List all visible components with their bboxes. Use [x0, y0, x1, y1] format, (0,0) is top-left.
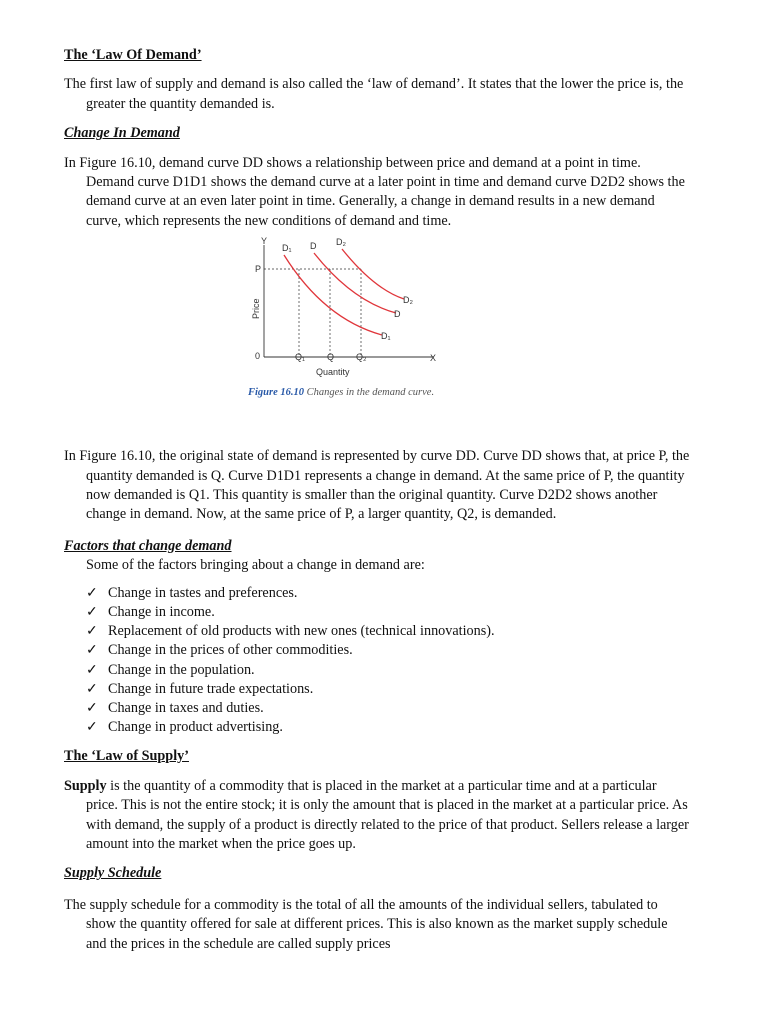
curve-d1-end-label: D₁ — [381, 331, 391, 342]
q-label: Q — [327, 352, 335, 363]
heading-law-of-demand: The ‘Law Of Demand’ — [64, 47, 202, 63]
list-item-text: Change in future trade expectations. — [108, 680, 314, 697]
list-item — [86, 622, 690, 641]
q1-label: Q₁ — [295, 352, 306, 363]
figure-caption-text: Changes in the demand curve. — [306, 387, 435, 399]
check-icon: ✓ — [86, 680, 98, 697]
list-item — [86, 661, 690, 680]
heading-supply-schedule: Supply Schedule — [64, 865, 162, 882]
heading-change-in-demand: Change In Demand — [64, 125, 180, 142]
heading-factors: Factors that change demand — [64, 537, 232, 554]
curve-d2 — [342, 249, 404, 299]
paragraph-law-of-demand: The first law of supply and demand is also called the ‘law of demand’. It states that the lower the price is, the greater the quantity demanded is. — [64, 76, 684, 112]
figure-demand-curves — [64, 237, 690, 437]
factors-list — [64, 584, 690, 738]
list-item-text: Change in taxes and duties. — [108, 699, 264, 716]
price-tick-label: P — [255, 264, 262, 275]
demand-chart — [244, 237, 444, 382]
check-icon: ✓ — [86, 661, 98, 678]
list-item — [86, 603, 690, 622]
curve-d — [314, 253, 396, 313]
list-item-text: Change in tastes and preferences. — [108, 584, 298, 601]
figure-caption — [248, 387, 448, 399]
list-item-text: Change in the population. — [108, 661, 255, 678]
y-axis-letter: Y — [261, 237, 268, 247]
curve-d-top-label: D — [310, 241, 317, 252]
list-item — [86, 699, 690, 718]
q2-label: Q₂ — [356, 352, 367, 363]
list-item-text: Change in income. — [108, 603, 215, 620]
check-icon: ✓ — [86, 699, 98, 716]
list-item — [86, 584, 690, 603]
paragraph-supply — [64, 777, 690, 855]
check-icon: ✓ — [86, 719, 98, 736]
origin-label: 0 — [255, 351, 261, 362]
curve-d1-top-label: D₁ — [282, 243, 292, 254]
figure-caption-label: Figure 16.10 — [248, 387, 305, 399]
quantity-axis-label: Quantity — [316, 367, 350, 378]
paragraph-supply-schedule: The supply schedule for a commodity is the total of all the amounts of the individual sellers, tabulated to show the quantity offered for sale at different prices. This is also known as the market supply schedule and the prices in the schedule are called supply prices — [64, 896, 668, 952]
list-item-text: Replacement of old products with new ones (technical innovations). — [108, 623, 495, 640]
check-icon: ✓ — [86, 603, 98, 620]
price-axis-label: Price — [251, 298, 261, 320]
curve-d2-end-label: D₂ — [403, 295, 413, 306]
list-item-text: Change in the prices of other commodities. — [108, 642, 353, 659]
check-icon: ✓ — [86, 584, 98, 601]
paragraph-change-in-demand: In Figure 16.10, demand curve DD shows a relationship between price and demand at a point in time. Demand curve D1D1 shows the demand curve at a later point in time and demand curve D2D2 shows the demand curve at an even later point in time. Generally, a change in demand results in a new demand curve, which represents the new conditions of demand and time. — [64, 154, 685, 229]
list-item — [86, 680, 690, 699]
curve-d2-top-label: D₂ — [336, 237, 346, 248]
document-page — [64, 46, 690, 964]
heading-law-of-supply: The ‘Law of Supply’ — [64, 748, 189, 765]
paragraph-figure-explanation: In Figure 16.10, the original state of demand is represented by curve DD. Curve DD shows that, at price P, the quantity demanded is Q. Curve D1D1 represents a change in demand. At the same price of P, the quantity now demanded is Q1. This quantity is smaller than the original quantity. Curve D2D2 shows another change in demand. Now, at the same price of P, a larger quantity, Q2, is demanded. — [64, 448, 690, 523]
list-item — [86, 718, 690, 737]
supply-term: Supply — [64, 777, 107, 794]
list-item — [86, 641, 690, 660]
factors-intro: Some of the factors bringing about a change in demand are: — [86, 557, 425, 574]
supply-definition: is the quantity of a commodity that is placed in the market at a particular time and at a particular price. This is not the entire stock; it is only the amount that is placed in the market at a particular price. As with demand, the supply of a product is directly related to the price of that product. Sellers release a larger amount into the market when the price goes up. — [86, 777, 689, 852]
check-icon: ✓ — [86, 642, 98, 659]
x-axis-letter: X — [430, 353, 437, 364]
check-icon: ✓ — [86, 623, 98, 640]
list-item-text: Change in product advertising. — [108, 719, 283, 736]
curve-d-end-label: D — [394, 309, 401, 320]
